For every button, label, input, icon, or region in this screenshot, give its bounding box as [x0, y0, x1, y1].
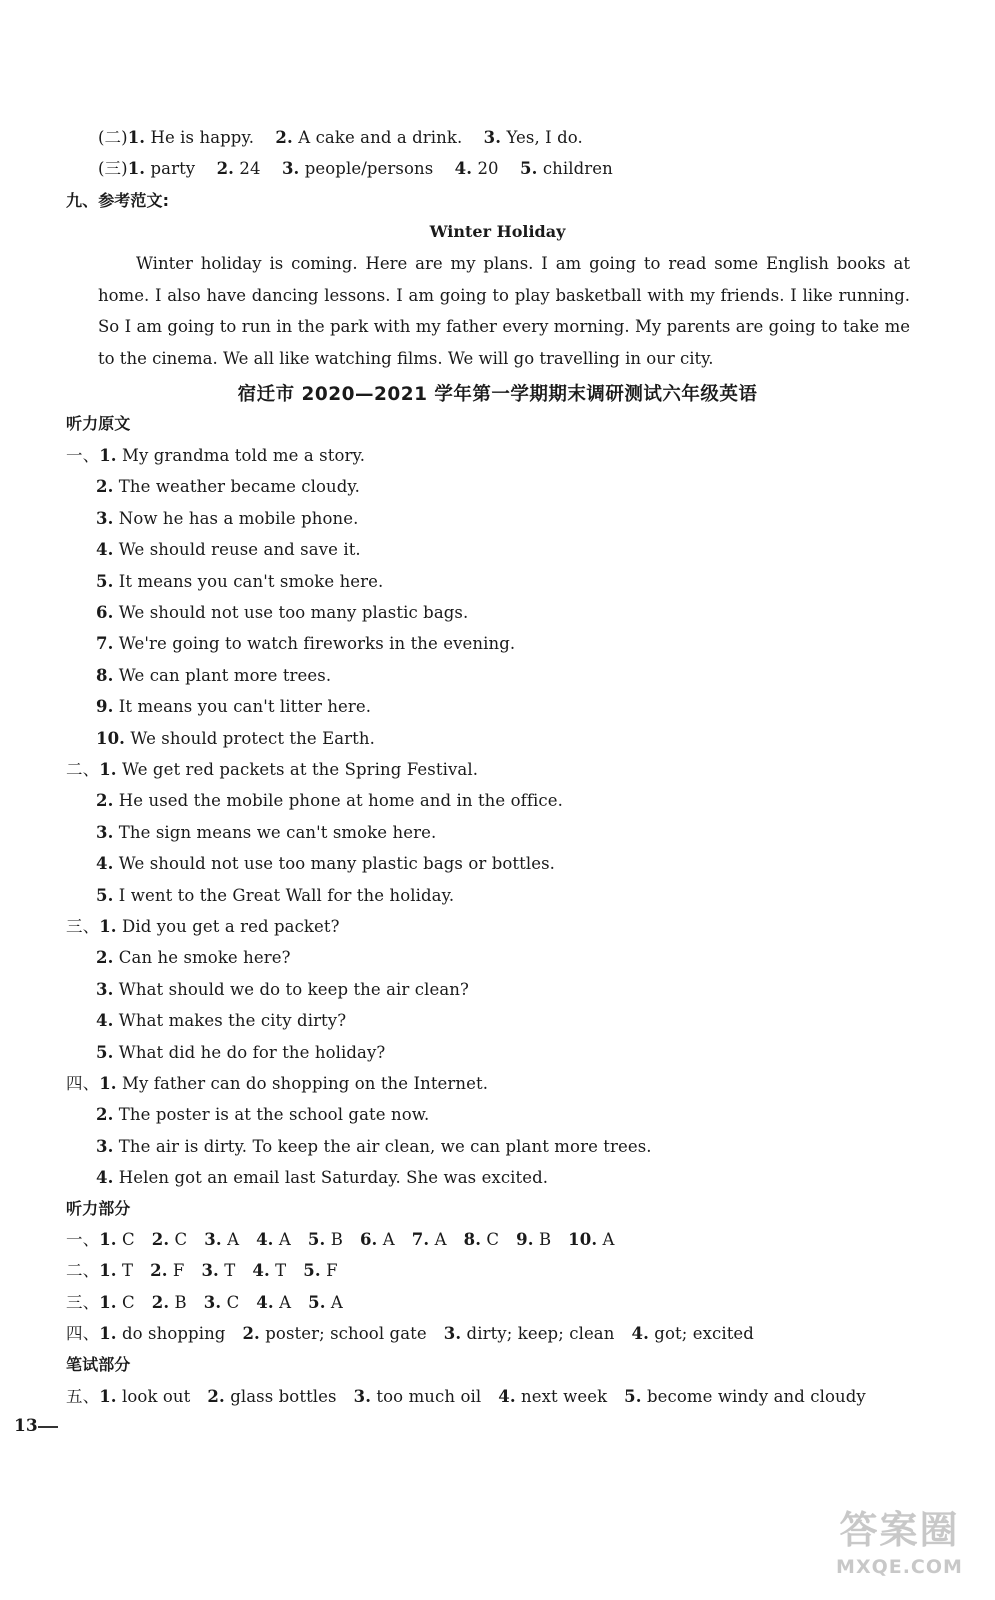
item-text: We should not use too many plastic bags. — [118, 603, 469, 622]
section-prefix: 二、 — [66, 760, 100, 779]
answer-number: 1. — [99, 1230, 117, 1249]
answer-number: 1. — [99, 1292, 117, 1312]
item-number: 3. — [96, 979, 114, 999]
item-number: 2. — [96, 791, 114, 811]
item-text: It means you can't smoke here. — [118, 571, 384, 591]
item-number: 1. — [99, 917, 117, 936]
item-text: The air is dirty. To keep the air clean, we can plant more trees. — [118, 1136, 652, 1156]
answer-value: C — [486, 1230, 500, 1249]
item-number: 2. — [96, 477, 114, 497]
item-number: 3. — [96, 508, 114, 528]
answer-value: A — [227, 1230, 240, 1249]
item-text: We're going to watch fireworks in the evening. — [118, 634, 516, 654]
watermark-site: MXQE.COM — [836, 1556, 963, 1578]
essay-body: Winter holiday is coming. Here are my plans. I am going to read some English books at home. I also have dancing lessons. I am going to play basketball with my friends. I like running. So I am going to run in the park with my father every morning. My parents are going to take me to the cinema. We all like watching films. We will go travelling in our city. — [98, 254, 910, 368]
answer-row — [66, 1293, 360, 1313]
answer-value: C — [226, 1292, 240, 1312]
answer-item — [201, 1261, 235, 1280]
listening-answers-heading: 听力部分 — [66, 1199, 131, 1218]
answer-number: 1. — [99, 1324, 117, 1344]
answer-value: T — [275, 1261, 287, 1281]
answer-number: 4. — [498, 1387, 516, 1406]
answer-number: 2. — [151, 1230, 170, 1249]
answer-number: 4. — [256, 1292, 274, 1312]
item-text: What should we do to keep the air clean? — [118, 979, 469, 999]
answer-number: 2. — [151, 1292, 170, 1312]
item-text: The poster is at the school gate now. — [118, 1105, 430, 1125]
answer-number: 2. — [242, 1324, 260, 1344]
part3-answer-row: (三)1. party 2. 24 3. people/persons 4. 20 5. children — [98, 159, 613, 178]
answer-value: A — [382, 1230, 395, 1249]
answer-number: 10. — [568, 1230, 598, 1249]
item-text: It means you can't litter here. — [118, 697, 372, 717]
exam-title: 宿迁市 2020—2021 学年第一学期期末调研测试六年级英语 — [237, 384, 758, 405]
item-text: Did you get a red packet? — [122, 917, 340, 936]
answer-value: C — [122, 1230, 135, 1249]
item-text: We should not use too many plastic bags or bottles. — [118, 854, 556, 874]
answer-item — [256, 1230, 291, 1249]
answer-value: poster; school gate — [265, 1324, 427, 1344]
answer-number: 5. — [308, 1292, 326, 1312]
answer-item — [308, 1293, 343, 1312]
answer-number: 5. — [307, 1230, 326, 1249]
answer-number: 1. — [99, 1261, 117, 1281]
listening-text-heading: 听力原文 — [66, 414, 131, 433]
answer-item — [308, 1230, 343, 1249]
listening-text-line — [96, 729, 375, 749]
answer-number: 4. — [252, 1261, 270, 1281]
answer-value: C — [174, 1230, 188, 1249]
item-text: My grandma told me a story. — [122, 446, 366, 465]
answer-item — [354, 1387, 482, 1406]
item-text: We get red packets at the Spring Festival. — [122, 760, 479, 779]
answer-value: F — [326, 1261, 338, 1281]
answer-item — [412, 1230, 447, 1249]
answer-item — [99, 1324, 225, 1343]
answer-item — [207, 1387, 336, 1406]
answer-value: next week — [521, 1387, 608, 1406]
answer-item — [99, 1261, 133, 1280]
section-prefix: 一、 — [66, 1230, 100, 1249]
item-number: 5. — [96, 885, 114, 905]
listening-text-line — [96, 509, 359, 529]
item-text: I went to the Great Wall for the holiday. — [118, 885, 455, 905]
item-text: Can he smoke here? — [118, 948, 291, 968]
answer-item — [152, 1230, 188, 1249]
item-number: 6. — [96, 603, 114, 622]
listening-text-line — [96, 791, 563, 811]
answer-value: look out — [122, 1387, 191, 1406]
answer-item — [631, 1324, 753, 1343]
item-text: We should protect the Earth. — [130, 728, 375, 748]
item-number: 9. — [96, 697, 114, 717]
answer-item — [256, 1293, 291, 1312]
item-text: We can plant more trees. — [118, 665, 332, 685]
listening-text-line — [96, 666, 331, 686]
section-prefix: 四、 — [66, 1074, 100, 1093]
answer-value: B — [174, 1292, 187, 1312]
item-text: He used the mobile phone at home and in the office. — [118, 791, 563, 811]
answer-value: too much oil — [376, 1387, 482, 1406]
answer-row — [66, 1261, 355, 1281]
answer-item — [99, 1293, 135, 1312]
item-number: 3. — [96, 822, 114, 842]
answer-number: 9. — [516, 1230, 534, 1249]
essay-section-label: 九、参考范文: — [66, 191, 170, 210]
answer-value: dirty; keep; clean — [466, 1324, 615, 1344]
answer-item — [498, 1387, 607, 1406]
item-number: 5. — [96, 571, 114, 591]
listening-text-line — [66, 917, 340, 937]
item-text: The weather became cloudy. — [118, 477, 360, 497]
page-number: 13 — [14, 1416, 38, 1436]
answer-item — [152, 1293, 187, 1312]
answer-item — [516, 1230, 551, 1249]
answer-value: B — [330, 1230, 343, 1249]
listening-text-line — [96, 886, 454, 906]
answer-value: become windy and cloudy — [646, 1387, 866, 1406]
answer-value: A — [434, 1230, 447, 1249]
watermark-logo-text: 答案圈 — [839, 1508, 960, 1552]
answer-row — [66, 1324, 771, 1344]
item-number: 7. — [96, 634, 114, 654]
item-number: 2. — [96, 948, 114, 968]
answer-number: 5. — [303, 1261, 321, 1281]
answer-item — [99, 1230, 135, 1249]
answer-item — [252, 1261, 286, 1280]
item-text: The sign means we can't smoke here. — [118, 822, 437, 842]
answer-number: 4. — [256, 1230, 274, 1249]
answer-item — [150, 1261, 184, 1280]
written-answers-heading: 笔试部分 — [66, 1355, 131, 1374]
answer-value: C — [122, 1292, 135, 1312]
answer-number: 1. — [99, 1387, 117, 1406]
listening-text-line — [96, 603, 468, 623]
answer-value: B — [538, 1230, 552, 1249]
item-number: 8. — [96, 665, 114, 685]
answer-item — [204, 1230, 239, 1249]
section-prefix: 三、 — [66, 917, 100, 936]
item-text: Now he has a mobile phone. — [118, 508, 359, 528]
listening-text-line — [96, 1105, 429, 1125]
answer-item — [204, 1293, 240, 1312]
answer-row — [66, 1230, 632, 1250]
item-number: 1. — [99, 1074, 117, 1093]
answer-number: 3. — [203, 1292, 222, 1312]
answer-item — [303, 1261, 337, 1280]
listening-text-line — [96, 980, 469, 1000]
answer-value: glass bottles — [230, 1387, 337, 1406]
answer-value: T — [122, 1261, 134, 1281]
answer-row — [66, 1387, 883, 1407]
section-prefix: 二、 — [66, 1261, 100, 1281]
answer-value: A — [279, 1292, 292, 1312]
section-prefix: 五、 — [66, 1387, 100, 1406]
item-number: 2. — [96, 1105, 114, 1125]
watermark-logo — [822, 1504, 977, 1594]
answer-number: 3. — [201, 1261, 219, 1281]
listening-text-line — [96, 1168, 548, 1188]
item-text: Helen got an email last Saturday. She was excited. — [118, 1168, 549, 1188]
answer-value: A — [602, 1230, 615, 1249]
listening-text-line — [96, 1043, 385, 1063]
item-number: 4. — [96, 854, 114, 874]
listening-text-line — [96, 1137, 652, 1157]
answer-number: 4. — [631, 1324, 649, 1344]
answer-item — [464, 1230, 500, 1249]
answer-item — [568, 1230, 614, 1249]
item-text: What makes the city dirty? — [118, 1011, 347, 1031]
listening-text-line — [96, 948, 291, 968]
answer-number: 3. — [443, 1324, 462, 1344]
answer-value: A — [278, 1230, 291, 1249]
item-number: 1. — [99, 760, 117, 779]
section-prefix: 三、 — [66, 1292, 100, 1312]
listening-text-line — [96, 634, 515, 654]
answer-item — [624, 1387, 866, 1406]
answer-item — [444, 1324, 615, 1343]
answer-number: 2. — [207, 1387, 225, 1406]
listening-text-line — [96, 697, 371, 717]
listening-text-line — [96, 854, 555, 874]
answer-number: 3. — [204, 1230, 222, 1249]
listening-text-line — [96, 477, 360, 497]
listening-text-line — [96, 823, 436, 843]
item-text: My father can do shopping on the Internet. — [122, 1074, 489, 1093]
listening-text-line — [96, 540, 361, 560]
section-prefix: 一、 — [66, 446, 100, 465]
item-number: 5. — [96, 1042, 114, 1062]
answer-item — [99, 1387, 190, 1406]
answer-number: 8. — [463, 1230, 482, 1249]
answer-number: 2. — [150, 1261, 168, 1281]
listening-text-line — [66, 1074, 488, 1094]
section-prefix: 四、 — [66, 1324, 100, 1344]
item-number: 4. — [96, 540, 114, 560]
item-text: What did he do for the holiday? — [118, 1042, 386, 1062]
answer-number: 5. — [624, 1387, 642, 1406]
listening-text-line — [66, 446, 365, 466]
answer-item — [360, 1230, 395, 1249]
item-number: 4. — [96, 1168, 114, 1188]
listening-text-line — [96, 572, 383, 592]
item-number: 4. — [96, 1011, 114, 1031]
answer-value: F — [172, 1261, 185, 1281]
answer-number: 7. — [411, 1230, 430, 1249]
listening-text-line — [96, 1011, 346, 1031]
answer-item — [242, 1324, 426, 1343]
answer-number: 3. — [353, 1387, 372, 1406]
item-text: We should reuse and save it. — [118, 540, 361, 560]
essay-title: Winter Holiday — [429, 222, 566, 241]
item-number: 3. — [96, 1136, 114, 1156]
listening-text-line — [66, 760, 478, 780]
answer-value: do shopping — [122, 1324, 226, 1344]
item-number: 1. — [99, 446, 117, 465]
page-number-dash — [38, 1426, 58, 1428]
answer-value: A — [330, 1292, 343, 1312]
answer-value: got; excited — [654, 1324, 754, 1344]
answer-number: 6. — [359, 1230, 378, 1249]
item-number: 10. — [96, 728, 126, 748]
part2-answer-row: (二)1. He is happy. 2. A cake and a drink. 3. Yes, I do. — [98, 128, 583, 147]
answer-value: T — [224, 1261, 236, 1281]
